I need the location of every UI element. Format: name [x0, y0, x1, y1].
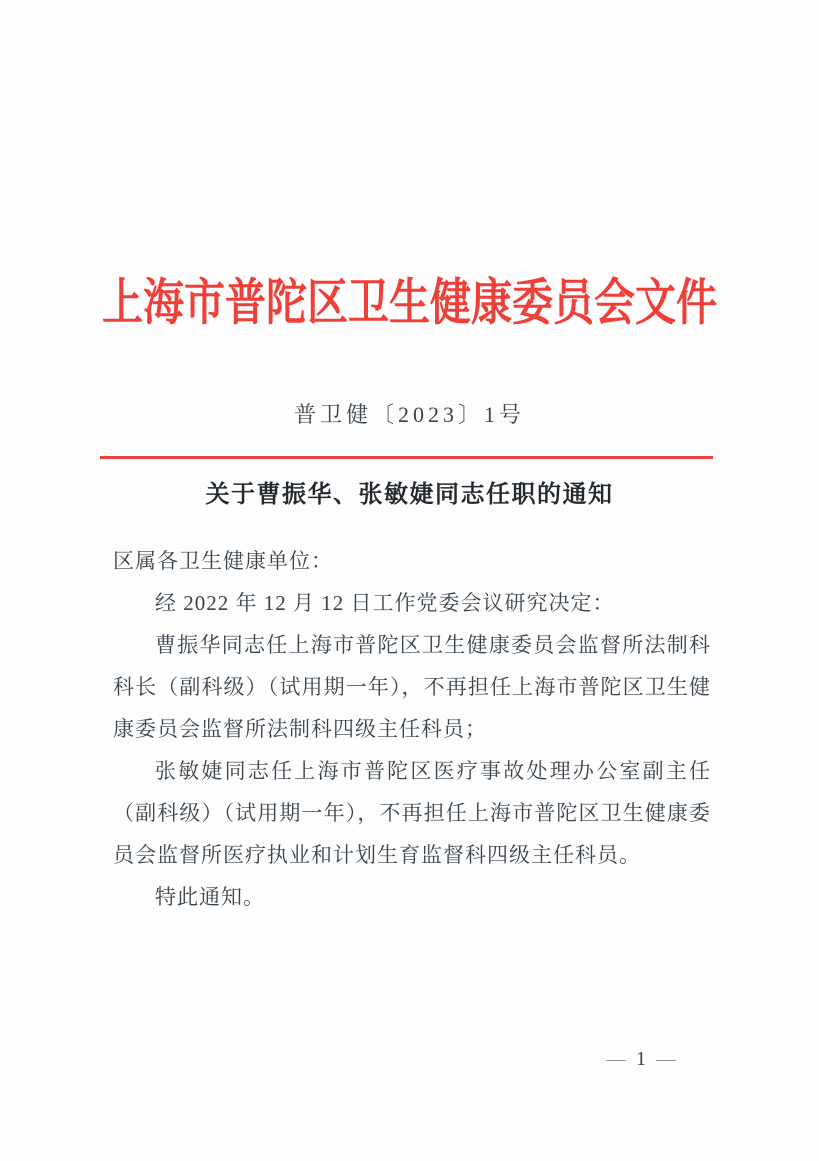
document-header-title: 上海市普陀区卫生健康委员会文件	[102, 274, 717, 331]
notice-title: 关于曹振华、张敏婕同志任职的通知	[205, 482, 614, 508]
paragraph-appointment-zhang: 张敏婕同志任上海市普陀区医疗事故处理办公室副主任（副科级）（试用期一年），不再担任上海市普陀区卫生健康委员会监督所医疗执业和计划生育监督科四级主任科员。	[113, 759, 711, 867]
paragraph-appointment-cao: 曹振华同志任上海市普陀区卫生健康委员会监督所法制科科长（副科级）（试用期一年），不再担任上海市普陀区卫生健康委员会监督所法制科四级主任科员；	[113, 633, 711, 741]
page-number: 1	[636, 1048, 648, 1070]
footer-dash-right: —	[656, 1048, 678, 1070]
document-number: 普卫健〔2023〕1号	[293, 402, 525, 427]
salutation-line: 区属各卫生健康单位：	[113, 549, 333, 573]
document-body	[113, 540, 711, 918]
page-footer	[598, 1048, 686, 1071]
footer-dash-left: —	[606, 1048, 628, 1070]
red-divider-line	[100, 456, 713, 459]
paragraph-closing: 特此通知。	[155, 885, 265, 909]
paragraph-decision: 经 2022 年 12 月 12 日工作党委会议研究决定：	[155, 591, 615, 615]
